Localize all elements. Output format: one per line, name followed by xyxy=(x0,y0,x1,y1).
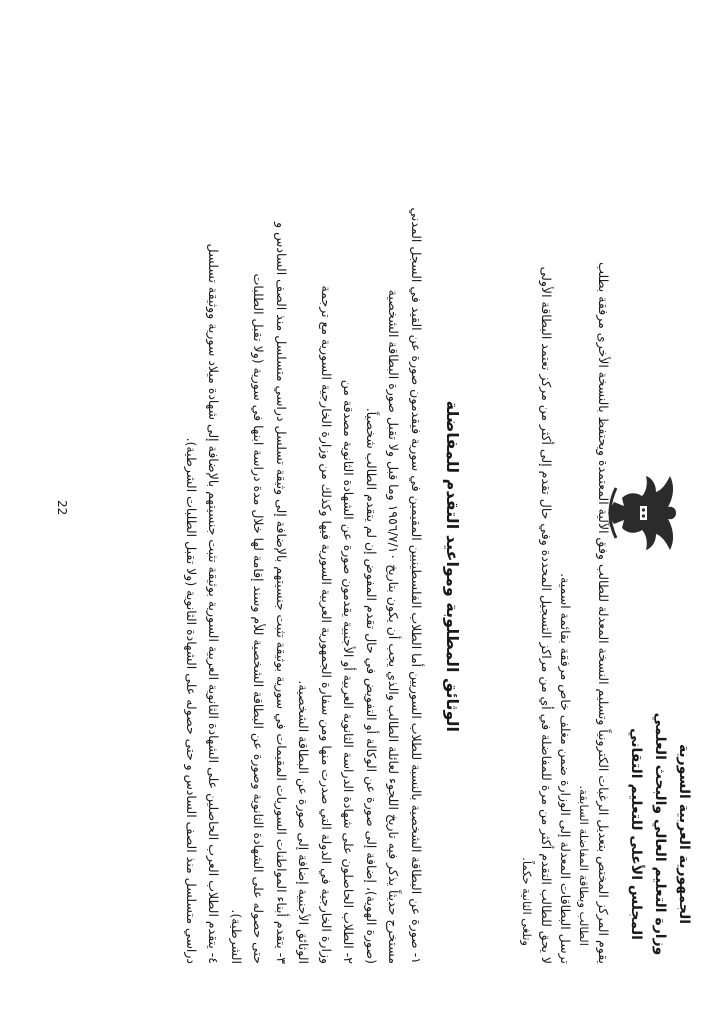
intro-item: لا يحق للطالب التقدم أكثر من مرة للمفاضلة في أي من مراكز التسجيل المحددة وفي حال تقدم إلى أكثر من مركز تعتمد البطاقة الأولى xyxy=(539,266,554,964)
body-line: مستخرج حديثاً يذكر فيه تاريخ اللجوء لعائلة الطالب والذي يجب أن يكون بتاريخ ١٩٥٦/٧/١٠ وما قبل ولا تقبل صورة البطاقة الشخصية xyxy=(386,289,402,964)
body-line: وزارة الخارجية في الدولة التي صدرت منها ومن سفارة الجمهورية العربية السورية فيها وكذلك من وزارة الخارجية السورية مع ترجمة xyxy=(319,285,334,964)
section-title: الوثائق المطلوبة ومواعيد التقدم للمفاضلة xyxy=(443,400,462,732)
body-line: ٤- يتقدم الطلاب العرب الحاصلين على الشهادة الثانوية العربية السورية بوثيقة تثبت جنسيتهم بالإضافة إلى شهادة ميلاد سورية ووثيقة تسلسل xyxy=(206,243,222,964)
header-line-council: المجلس الأعلى للتعليم التقاني xyxy=(628,728,644,940)
body-line: الوثائق الأجنبية إضافة إلى صورة عن البطاقة الشخصية. xyxy=(296,680,312,964)
body-line: دراسي متسلسل منذ الصف السادس و حتى حصوله على الشهادة الثانوية (ولا تقبل الطلبات الشرطية). xyxy=(184,437,199,964)
eagle-emblem-icon xyxy=(602,470,684,556)
intro-list xyxy=(517,84,612,964)
header-line-republic: الجمهورية العربية السورية xyxy=(676,743,692,925)
body-line: ٣- يتقدم أبناء المواطنات السوريات المقيمات في سورية بوثيقة تثبت جنسيتهم بالإضافة إلى وثيقة تسلسل دراسي متسلسل منذ الصف السادس و xyxy=(274,222,289,964)
requirements-body xyxy=(180,64,428,964)
intro-item: ترسل البطاقات المعدلة إلى الوزارة ضمن مغلف خاص مرفقة بقائمة اسمية. xyxy=(558,573,573,964)
intro-item: يقوم المركز المختص بتعديل الرغبات الكترونياً وتسليم النسخة المعدلة للطالب وفق الآلية المعتمدة ويحتفظ بالنسخة الأخرى مرفقة بطلب xyxy=(596,262,611,964)
body-line: (صورة الهوية)، إضافة إلى صورة عن الوكالة أو التفويض في حال تقدم المفوض إن لم يتقدم الطالب شخصياً. xyxy=(364,407,379,964)
body-line: حتى حصوله على الشهادة الثانوية وصورة عن البطاقة الشخصية للأم وسند إقامة لها خلال مدة دراسة ابنها في سورية (ولا تقبل الطلبات xyxy=(251,273,267,964)
body-line: الشرطية). xyxy=(229,909,244,964)
intro-item: الطالب وبطاقة المفاضلة السابقة. xyxy=(577,785,591,946)
body-line: ٢- الطلاب الحاصلون على شهادة الدراسة الثانوية العربية أو الأجنبية يقدمون صورة عن الشهادة الثانوية مصدقة من xyxy=(341,379,357,964)
intro-item: وتلغى الثانية حكماً. xyxy=(520,857,534,946)
page-number: 22 xyxy=(55,500,69,516)
header-line-ministry: وزارة التعليم العالي والبحث العلمي xyxy=(652,712,668,956)
body-line: ١- صورة عن البطاقة الشخصية بالنسبة للطلاب السوريين أما الطلاب الفلسطينيين المقيمين في سورية فيقدمون صورة عن القيد في السجل المدني xyxy=(409,207,424,964)
letterhead xyxy=(624,704,696,964)
